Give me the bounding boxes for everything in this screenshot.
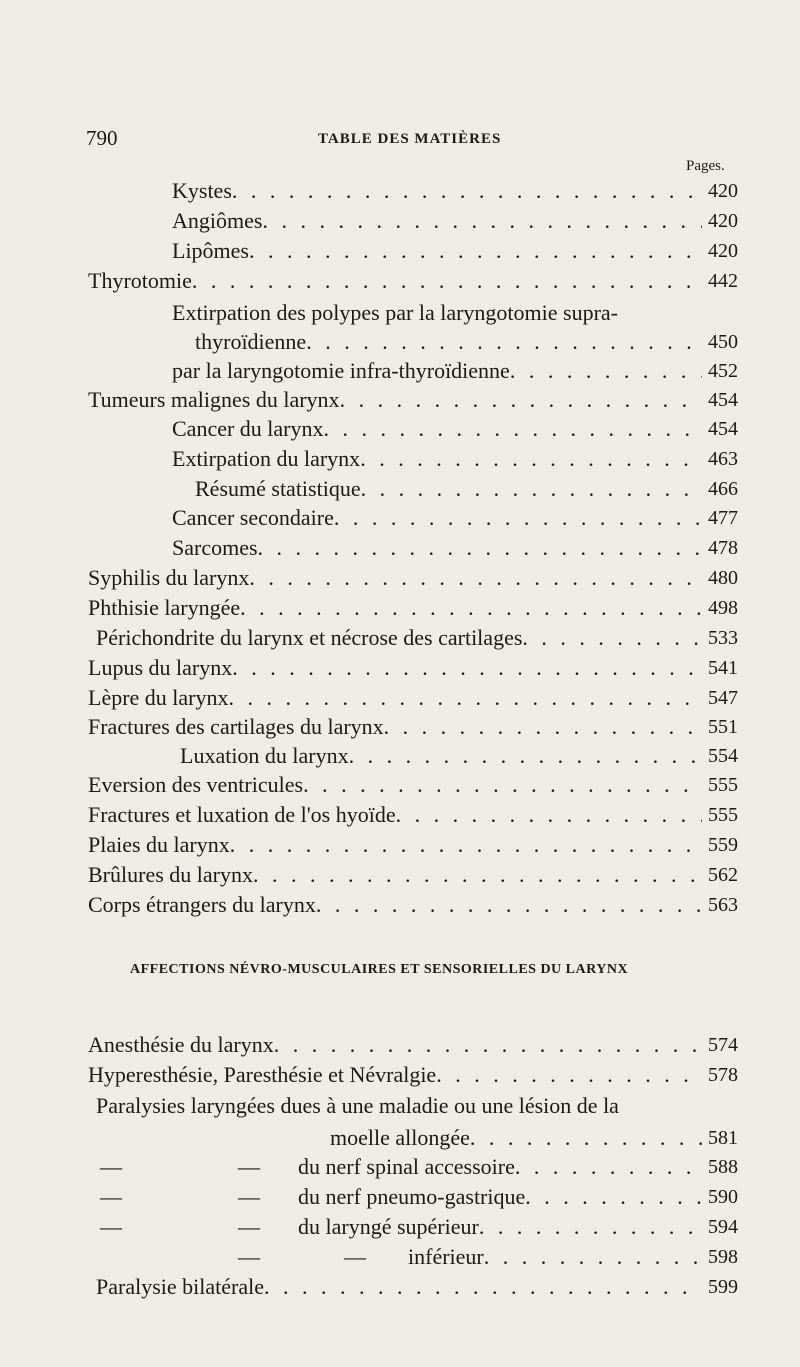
toc-entry: Plaies du larynx . . . 559 (88, 830, 738, 860)
toc-entry: Périchondrite du larynx et nécrose des cartilages . . . 533 (96, 623, 738, 653)
toc-entry: Corps étrangers du larynx . . . 563 (88, 890, 738, 920)
toc-entry-line: Paralysies laryngées dues à une maladie ou une lésion de la (96, 1093, 619, 1118)
toc-entry: Anesthésie du larynx . . . 574 (88, 1030, 738, 1060)
toc-entry: Angiômes . . . 420 (172, 206, 738, 236)
toc-entry: Sarcomes . . . 478 (172, 533, 738, 563)
toc-entry: du nerf spinal accessoire . . . 588 (298, 1152, 738, 1182)
toc-entry: Cancer du larynx . . . 454 (172, 414, 738, 444)
toc-entry: Hyperesthésie, Paresthésie et Névralgie . . . 578 (88, 1060, 738, 1090)
ditto-dash: — (238, 1154, 260, 1179)
ditto-dash: — (344, 1244, 366, 1269)
ditto-dash: — (238, 1184, 260, 1209)
pages-column-label: Pages. (686, 158, 725, 174)
toc-entry: Lèpre du larynx . . . 547 (88, 683, 738, 713)
ditto-dash: — (238, 1214, 260, 1239)
toc-entry: Brûlures du larynx . . . 562 (88, 860, 738, 890)
toc-entry: Phthisie laryngée . . . 498 (88, 593, 738, 623)
running-title: TABLE DES MATIÈRES (318, 131, 502, 147)
toc-entry: par la laryngotomie infra-thyroïdienne . . . 452 (172, 356, 738, 386)
toc-entry-line: Extirpation des polypes par la laryngotomie supra- (172, 300, 618, 325)
ditto-dash: — (100, 1154, 122, 1179)
toc-entry: inférieur . . . 598 (408, 1242, 738, 1272)
toc-entry: Fractures et luxation de l'os hyoïde . . . 555 (88, 800, 738, 830)
toc-entry: Cancer secondaire . . . 477 (172, 503, 738, 533)
toc-entry: Luxation du larynx . . . 554 (180, 741, 738, 771)
toc-entry: Résumé statistique . . . 466 (195, 474, 738, 504)
toc-entry: du laryngé supérieur . . . 594 (298, 1212, 738, 1242)
ditto-dash: — (100, 1184, 122, 1209)
toc-entry: Syphilis du larynx . . . 480 (88, 563, 738, 593)
toc-entry: Paralysie bilatérale . . . 599 (96, 1272, 738, 1302)
toc-entry: thyroïdienne . . . 450 (195, 327, 738, 357)
toc-entry: Eversion des ventricules . . . 555 (88, 770, 738, 800)
toc-entry: Extirpation du larynx . . . 463 (172, 444, 738, 474)
toc-entry: Lipômes . . . 420 (172, 236, 738, 266)
toc-entry: Kystes . . . 420 (172, 176, 738, 206)
toc-entry: Thyrotomie . . . 442 (88, 266, 738, 296)
page-number: 790 (86, 126, 118, 150)
section-heading: AFFECTIONS NÉVRO-MUSCULAIRES ET SENSORIELLES DU LARYNX (130, 962, 629, 977)
toc-entry: moelle allongée . . . 581 (330, 1123, 738, 1153)
ditto-dash: — (100, 1214, 122, 1239)
toc-entry: du nerf pneumo-gastrique . . . 590 (298, 1182, 738, 1212)
toc-entry: Fractures des cartilages du larynx . . . 551 (88, 712, 738, 742)
toc-entry: Tumeurs malignes du larynx . . . 454 (88, 385, 738, 415)
ditto-dash: — (238, 1244, 260, 1269)
toc-entry: Lupus du larynx . . . 541 (88, 653, 738, 683)
